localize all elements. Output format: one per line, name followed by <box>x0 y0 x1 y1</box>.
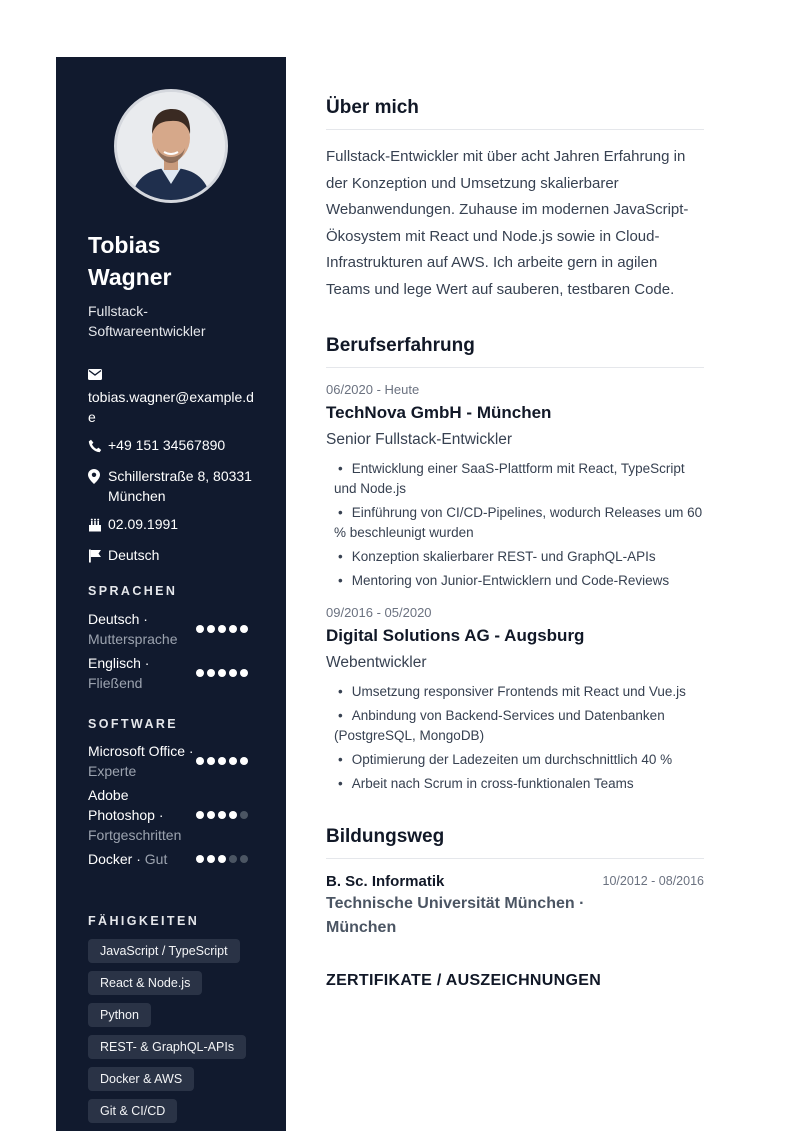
language-name: Englisch · <box>88 655 150 671</box>
phone-text[interactable]: +49 151 34567890 <box>108 437 226 453</box>
software-name: Microsoft Office · <box>88 743 194 759</box>
software-list <box>88 741 258 873</box>
rating-dot-filled <box>218 757 226 765</box>
software-title: SOFTWARE <box>88 717 179 731</box>
language-item <box>88 609 258 649</box>
rating-dot-empty <box>240 811 248 819</box>
software-name: Adobe Photoshop · <box>88 787 164 823</box>
skill-chip: Docker & AWS <box>88 1067 194 1091</box>
software-level: Fortgeschritten <box>88 827 182 843</box>
job-entry <box>326 382 704 591</box>
rating-dot-filled <box>229 757 237 765</box>
contact-email <box>88 365 258 427</box>
rating-dot-filled <box>240 757 248 765</box>
software-item <box>88 785 258 845</box>
rating-dots <box>196 669 248 677</box>
sidebar <box>56 57 286 1131</box>
job-bullet: • Umsetzung responsiver Frontends mit React und Vue.js <box>334 682 704 702</box>
software-level: Gut <box>144 851 168 867</box>
job-bullet: • Einführung von CI/CD-Pipelines, wodurch Releases um 60 % beschleunigt wurden <box>334 503 704 543</box>
rating-dots <box>196 625 248 633</box>
experience-section <box>326 335 704 794</box>
language-level: Fließend <box>88 675 143 691</box>
skills-title: FÄHIGKEITEN <box>88 914 200 928</box>
rating-dot-filled <box>207 811 215 819</box>
rating-dot-filled <box>218 625 226 633</box>
map-pin-icon <box>88 469 102 489</box>
birthdate-text: 02.09.1991 <box>108 516 179 532</box>
profile-name <box>88 229 258 293</box>
avatar <box>114 89 228 203</box>
rating-dot-filled <box>240 669 248 677</box>
about-text: Fullstack-Entwickler mit über acht Jahren Erfahrung in der Konzeption und Umsetzung skalierbarer Webanwendungen. Zuhause im modernen JavaScript-Ökosystem mit React und Node.js sowie in Cloud-Infrastrukturen auf AWS. Ich arbeite gern in agilen Teams und lege Wert auf sauberen, testbaren Code. <box>326 148 689 298</box>
contact-list <box>88 365 258 576</box>
job-bullet: • Entwicklung einer SaaS-Plattform mit React, TypeScript und Node.js <box>334 459 704 499</box>
avatar-portrait <box>117 92 225 200</box>
rating-dot-filled <box>196 811 204 819</box>
job-bullet: • Mentoring von Junior-Entwicklern und Code-Reviews <box>334 571 704 591</box>
job-company: TechNova GmbH - München <box>326 403 552 422</box>
rating-dot-filled <box>218 811 226 819</box>
contact-phone <box>88 435 258 458</box>
rating-dots <box>196 757 248 765</box>
rating-dot-filled <box>196 855 204 863</box>
education-date: 10/2012 - 08/2016 <box>602 874 704 888</box>
last-name: Wagner <box>88 264 172 290</box>
about-section <box>326 97 704 303</box>
languages-list <box>88 609 258 697</box>
language-level: Muttersprache <box>88 631 178 647</box>
job-date: 09/2016 - 05/2020 <box>326 605 432 620</box>
rating-dot-filled <box>218 669 226 677</box>
skills-list <box>88 939 258 1131</box>
certificates-title: ZERTIFIKATE / AUSZEICHNUNGEN <box>326 972 602 989</box>
contact-nationality <box>88 545 258 568</box>
education-section <box>326 826 704 940</box>
rating-dot-filled <box>196 757 204 765</box>
rating-dot-filled <box>240 625 248 633</box>
job-bullets <box>334 459 704 591</box>
software-name: Docker · <box>88 851 145 867</box>
rating-dot-filled <box>207 757 215 765</box>
job-position: Webentwickler <box>326 654 427 671</box>
flag-icon <box>88 548 102 568</box>
rating-dot-filled <box>207 855 215 863</box>
envelope-icon <box>88 365 102 385</box>
skill-chip: Python <box>88 1003 151 1027</box>
rating-dot-empty <box>229 855 237 863</box>
contact-birthdate <box>88 514 258 537</box>
phone-icon <box>88 438 102 458</box>
cake-icon <box>88 517 102 537</box>
rating-dots <box>196 811 248 819</box>
software-level: Experte <box>88 763 137 779</box>
software-item <box>88 849 258 869</box>
language-item <box>88 653 258 693</box>
rating-dot-filled <box>196 669 204 677</box>
rating-dot-filled <box>229 811 237 819</box>
software-item <box>88 741 258 781</box>
main-content <box>326 97 704 990</box>
rating-dot-filled <box>207 625 215 633</box>
rating-dot-filled <box>229 669 237 677</box>
job-date: 06/2020 - Heute <box>326 382 420 397</box>
languages-title: SPRACHEN <box>88 584 178 598</box>
skill-chip: Git & CI/CD <box>88 1099 177 1123</box>
profile-role: Fullstack-Softwareentwickler <box>88 303 206 339</box>
job-entry <box>326 605 704 794</box>
nationality-text: Deutsch <box>108 547 160 563</box>
education-degree: B. Sc. Informatik <box>326 873 445 890</box>
skill-chip: React & Node.js <box>88 971 202 995</box>
rating-dot-filled <box>196 625 204 633</box>
about-title: Über mich <box>326 97 704 130</box>
education-entry <box>326 873 704 940</box>
address-text: Schillerstraße 8, 80331 München <box>108 468 252 504</box>
rating-dot-filled <box>229 625 237 633</box>
job-bullet: • Konzeption skalierbarer REST- und GraphQL-APIs <box>334 547 704 567</box>
rating-dot-filled <box>218 855 226 863</box>
skill-chip: REST- & GraphQL-APIs <box>88 1035 246 1059</box>
job-bullet: • Arbeit nach Scrum in cross-funktionalen Teams <box>334 774 704 794</box>
experience-title: Berufserfahrung <box>326 335 704 368</box>
email-text[interactable]: tobias.wagner@example.de <box>88 389 254 425</box>
language-name: Deutsch · <box>88 611 148 627</box>
job-position: Senior Fullstack-Entwickler <box>326 431 513 448</box>
job-bullet: • Optimierung der Ladezeiten um durchschnittlich 40 % <box>334 750 704 770</box>
rating-dot-empty <box>240 855 248 863</box>
education-title: Bildungsweg <box>326 826 704 859</box>
job-company: Digital Solutions AG - Augsburg <box>326 626 585 645</box>
rating-dots <box>196 855 248 863</box>
first-name: Tobias <box>88 232 161 258</box>
rating-dot-filled <box>207 669 215 677</box>
contact-address <box>88 466 258 506</box>
education-school: Technische Universität München · München <box>326 895 585 936</box>
skill-chip: JavaScript / TypeScript <box>88 939 240 963</box>
job-bullets <box>334 682 704 794</box>
job-bullet: • Anbindung von Backend-Services und Datenbanken (PostgreSQL, MongoDB) <box>334 706 704 746</box>
